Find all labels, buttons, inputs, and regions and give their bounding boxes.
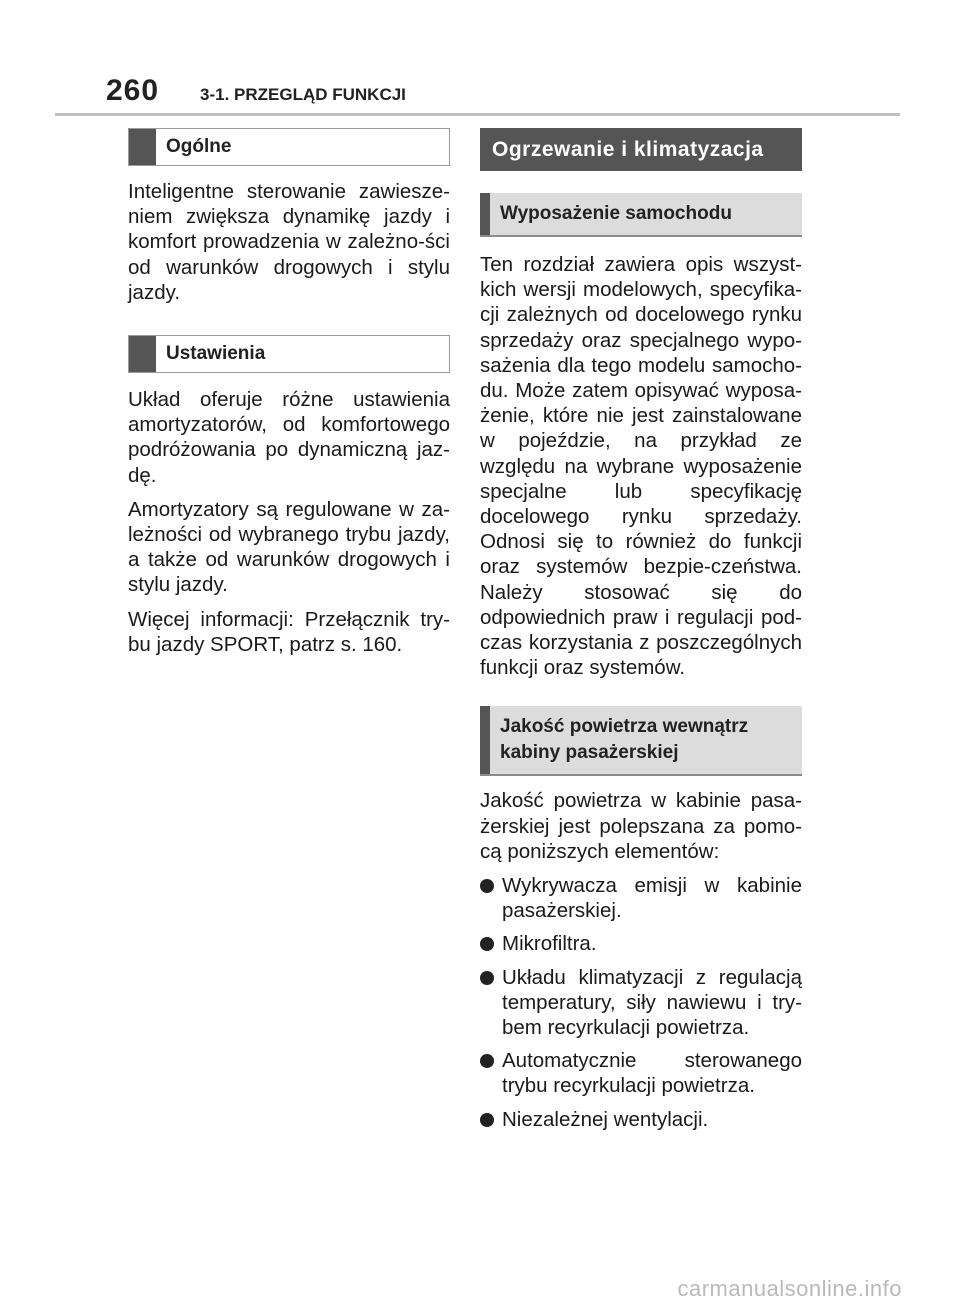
bullet-icon <box>480 1054 494 1068</box>
list-item <box>480 1048 802 1098</box>
feature-list <box>480 873 802 1132</box>
heading-label: Ogólne <box>166 136 232 157</box>
chapter-section-heading: Ogrzewanie i klimatyzacja <box>480 128 802 171</box>
heading-marker <box>129 336 156 372</box>
heading-label <box>490 706 758 774</box>
paragraph-ogolne: Inteligentne sterowanie zawiesze-niem zwiększa dynamikę jazdy i komfort prowadzenia w zależno-ści od warunków drogowych i stylu jazdy. <box>128 180 450 304</box>
heading-marker <box>480 706 490 774</box>
list-item-text: Mikrofiltra. <box>502 932 597 956</box>
list-item-text: Układu klimatyzacji z regulacją temperatury, siły nawiewu i try-bem recyrkulacji powietrza. <box>502 965 802 1040</box>
watermark[interactable]: carmanualsonline.info <box>677 1276 902 1301</box>
list-item <box>480 873 802 923</box>
list-item-text: Automatycznie sterowanego trybu recyrkulacji powietrza. <box>502 1049 802 1098</box>
list-item-text: Wykrywacza emisji w kabinie pasażerskiej. <box>502 874 802 923</box>
heading-marker <box>480 193 490 235</box>
paragraph-ustawienia-2: Amortyzatory są regulowane w za-leżności od wybranego trybu jazdy, a także od warunków drogowych i stylu jazdy. <box>128 497 450 597</box>
list-item <box>480 1107 802 1132</box>
heading-marker <box>129 129 156 165</box>
header-divider <box>55 113 900 116</box>
heading-line-2: kabiny pasażerskiej <box>500 742 679 764</box>
list-item-text: Niezależnej wentylacji. <box>502 1107 709 1131</box>
paragraph-jakosc: Jakość powietrza w kabinie pasa-żerskiej jest polepszana za pomo-cą poniższych elementów: <box>480 789 802 863</box>
heading-line-1: Jakość powietrza wewnątrz <box>500 716 749 738</box>
section-heading-jakosc <box>480 706 802 776</box>
list-item <box>480 931 802 956</box>
section-heading-wyposazenie <box>480 193 802 237</box>
page-number: 260 <box>106 74 160 107</box>
bullet-icon <box>480 1113 494 1127</box>
paragraph-ustawienia-3: Więcej informacji: Przełącznik try-bu jazdy SPORT, patrz s. 160. <box>128 607 450 656</box>
section-heading-ogolne <box>128 128 450 166</box>
right-column <box>480 128 802 1140</box>
bullet-icon <box>480 971 494 985</box>
paragraph-wyposazenie: Ten rozdział zawiera opis wszyst-kich wersji modelowych, specyfika-cji zależnych od docelowego rynku sprzedaży oraz specjalnego wypo-sażenia dla tego modelu samocho-du. Może zatem opisywać wyposa-żenie, które nie jest zainstalowane w pojeździe, na przykład ze względu na wybrane wyposażenie specjalne lub specyfikację docelowego rynku sprzedaży. Odnosi się to również do funkcji oraz systemów bezpie-czeństwa. Należy stosować się do odpowiednich praw i regulacji pod-czas korzystania z poszczególnych funkcji oraz systemów. <box>480 253 802 680</box>
left-column <box>128 128 450 657</box>
paragraph-ustawienia-1: Układ oferuje różne ustawienia amortyzatorów, od komfortowego podróżowania po dynamiczną jaz-dę. <box>128 388 450 487</box>
chapter-title: 3-1. PRZEGLĄD FUNKCJI <box>200 85 406 104</box>
heading-label: Ustawienia <box>166 343 266 365</box>
bullet-icon <box>480 879 494 893</box>
section-heading-ustawienia <box>128 335 450 373</box>
list-item <box>480 965 802 1041</box>
bullet-icon <box>480 937 494 951</box>
heading-label: Wyposażenie samochodu <box>500 203 732 224</box>
